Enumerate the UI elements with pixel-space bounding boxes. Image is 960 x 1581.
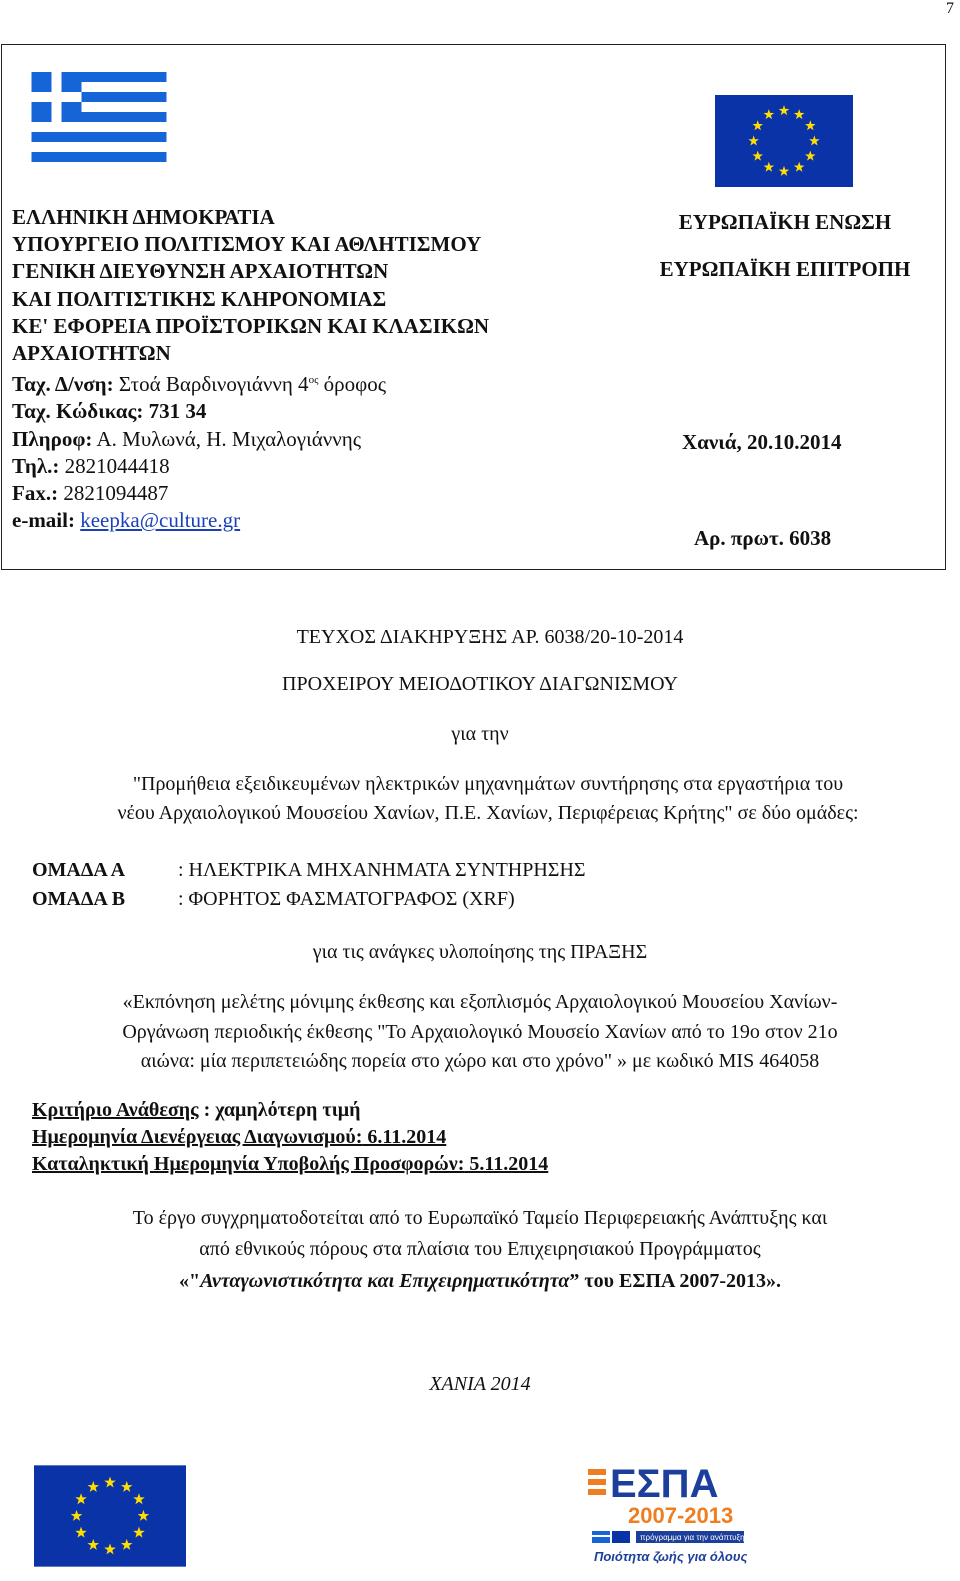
place-year: ΧΑΝΙΑ 2014 [429, 1373, 531, 1395]
award-criterion: Κριτήριο Ανάθεσης : χαμηλότερη τιμή [32, 1099, 361, 1121]
eu-flag-icon [34, 1465, 186, 1567]
header-line: ΚΑΙ ΠΟΛΙΤΙΣΤΙΚΗΣ ΚΛΗΡΟΝΟΜΙΑΣ [12, 286, 387, 311]
eu-commission-label: ΕΥΡΩΠΑΪΚΗ ΕΠΙΤΡΟΠΗ [659, 257, 911, 281]
sender-block [12, 204, 489, 534]
tender-subtitle: ΠΡΟΧΕΙΡΟΥ ΜΕΙΟΔΟΤΙΚΟΥ ΔΙΑΓΩΝΙΣΜΟΥ [282, 673, 678, 695]
address-line: Ταχ. Δ/νση: Στοά Βαρδινογιάννη $4^{o\varsigma}$ όροφος [12, 372, 387, 397]
espa-word: ΕΣΠΑ [610, 1462, 719, 1506]
funding-program: «"Ανταγωνιστικότητα και Επιχειρηματικότητα” του ΕΣΠΑ 2007-2013». [178, 1270, 781, 1292]
espa-tagline: πρόγραμμα για την ανάπτυξη [640, 1533, 745, 1542]
header-line: ΚΕ' ΕΦΟΡΕΙΑ ΠΡΟΪΣΤΟΡΙΚΩΝ ΚΑΙ ΚΛΑΣΙΚΩΝ [12, 313, 490, 338]
email-link[interactable]: keepka@culture.gr [80, 508, 241, 533]
header-line: ΕΛΛΗΝΙΚΗ ΔΗΜΟΚΡΑΤΙΑ [12, 205, 275, 229]
email-line: e-mail: keepka@culture.gr [12, 508, 241, 533]
eu-union-label: ΕΥΡΩΠΑΪΚΗ ΕΝΩΣΗ [678, 210, 892, 234]
group-row [32, 885, 586, 914]
espa-years: 2007-2013 [628, 1503, 734, 1528]
eu-flag-icon [715, 95, 853, 187]
subject-line: νέου Αρχαιολογικού Μουσείου Χανίων, Π.Ε. Χανίων, Περιφέρειας Κρήτης" σε δύο ομάδες: [117, 802, 859, 824]
tender-title: ΤΕΥΧΟΣ ΔΙΑΚΗΡΥΞΗΣ ΑΡ. 6038/20-10-2014 [296, 626, 684, 648]
greek-flag-icon [24, 72, 174, 162]
group-label: ΟΜΑΔΑ Α [32, 859, 126, 881]
page-number: 7 [946, 0, 954, 17]
funding-line: Το έργο συγχρηματοδοτείται από το Ευρωπαϊκό Ταμείο Περιφερειακής Ανάπτυξης και [132, 1207, 828, 1229]
tender-for: για την [451, 723, 509, 745]
header-line: ΑΡΧΑΙΟΤΗΤΩΝ [12, 341, 171, 366]
document-date: Χανιά, 20.10.2014 [682, 430, 842, 454]
group-row [32, 856, 586, 885]
purpose-line: αιώνα: μία περιπετειώδης πορεία στο χώρο και στο χρόνο" » με κωδικό MIS 464058 [140, 1050, 820, 1072]
espa-logo [588, 1455, 748, 1567]
group-label: ΟΜΑΔΑ Β [32, 888, 126, 910]
group-value: : ΗΛΕΚΤΡΙΚΑ ΜΗΧΑΝΗΜΑΤΑ ΣΥΝΤΗΡΗΣΗΣ [178, 859, 586, 881]
tender-date: Ημερομηνία Διενέργειας Διαγωνισμού: 6.11.2014 [32, 1126, 447, 1148]
group-value: : ΦΟΡΗΤΟΣ ΦΑΣΜΑΤΟΓΡΑΦΟΣ (XRF) [178, 888, 515, 910]
purpose-intro: για τις ανάγκες υλοποίησης της ΠΡΑΞΗΣ [312, 941, 648, 963]
postal-line: Ταχ. Κώδικας: 731 34 [12, 399, 207, 424]
purpose-line: Οργάνωση περιοδικής έκθεσης "Το Αρχαιολογικό Μουσείο Χανίων από το 19ο στον 21ο [122, 1021, 838, 1043]
protocol-number: Αρ. πρωτ. 6038 [694, 526, 832, 550]
criteria-block [32, 1097, 548, 1178]
espa-slogan: Ποιότητα ζωής για όλους [594, 1549, 748, 1564]
funding-line: από εθνικούς πόρους στα πλαίσια του Επιχειρησιακού Προγράμματος [199, 1238, 761, 1260]
header-line: ΓΕΝΙΚΗ ΔΙΕΥΘΥΝΣΗ ΑΡΧΑΙΟΤΗΤΩΝ [12, 259, 389, 284]
fax-line: Fax.: 2821094487 [12, 481, 169, 506]
purpose-line: «Εκπόνηση μελέτης μόνιμης έκθεσης και εξοπλισμός Αρχαιολογικού Μουσείου Χανίων- [122, 991, 838, 1013]
groups-list [32, 856, 586, 914]
info-line: Πληροφ: Α. Μυλωνά, Η. Μιχαλογιάννης [12, 426, 362, 451]
header-line: ΥΠΟΥΡΓΕΙΟ ΠΟΛΙΤΙΣΜΟΥ ΚΑΙ ΑΘΛΗΤΙΣΜΟΥ [12, 232, 482, 257]
phone-line: Τηλ.: 2821044418 [12, 453, 170, 478]
submission-deadline: Καταληκτική Ημερομηνία Υποβολής Προσφορών: 5.11.2014 [32, 1153, 549, 1175]
subject-line: "Προμήθεια εξειδικευμένων ηλεκτρικών μηχανημάτων συντήρησης στα εργαστήρια του [132, 773, 844, 795]
